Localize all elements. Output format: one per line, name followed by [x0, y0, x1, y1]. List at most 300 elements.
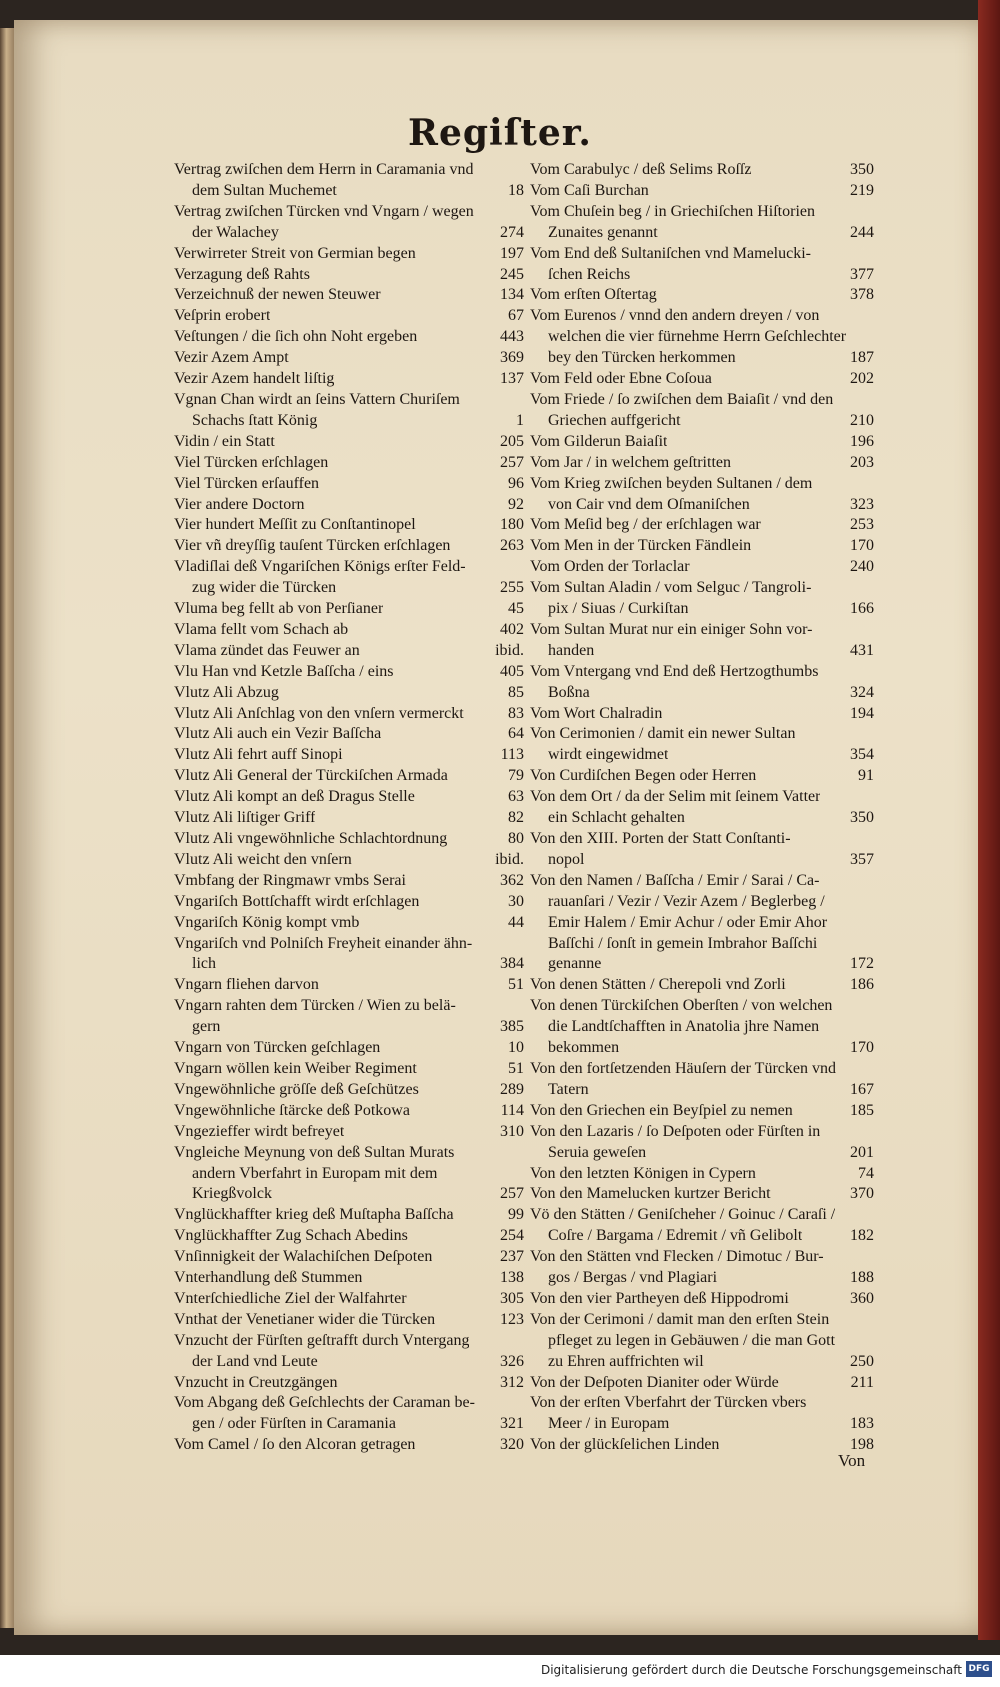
entry-page-number: 377 — [850, 265, 874, 283]
entry-page-number: 305 — [500, 1289, 524, 1307]
index-entry — [530, 1164, 874, 1185]
entry-page-number: 45 — [508, 600, 524, 618]
index-entry — [174, 808, 524, 829]
entry-text: Von denen Türckiſchen Oberſten / von welchen — [530, 997, 833, 1015]
entry-page-number: 187 — [850, 349, 874, 367]
entry-page-number: 203 — [850, 453, 874, 471]
entry-page-number: 170 — [850, 1039, 874, 1057]
entry-text: gos / Bergas / vnd Plagiari — [548, 1269, 718, 1287]
index-entry — [530, 181, 874, 202]
footer-bar — [0, 1655, 1000, 1687]
index-entry — [174, 202, 524, 223]
entry-page-number: 289 — [500, 1080, 524, 1098]
entry-text: zug wider die Türcken — [192, 579, 337, 597]
entry-page-number: 99 — [508, 1206, 524, 1224]
entry-page-number: 138 — [500, 1269, 524, 1287]
index-entry — [530, 1331, 874, 1352]
entry-page-number: 114 — [500, 1101, 524, 1119]
index-entry — [174, 1184, 524, 1205]
index-entry — [174, 954, 524, 975]
index-entry — [530, 662, 874, 683]
index-entry — [174, 1164, 524, 1185]
index-entry — [174, 1247, 524, 1268]
entry-page-number: 254 — [500, 1227, 524, 1245]
entry-text: Vlutz Ali fehrt auff Sinopi — [174, 746, 343, 764]
index-entry — [530, 432, 874, 453]
entry-page-number: 201 — [850, 1143, 874, 1161]
entry-text: Vezir Azem handelt liſtig — [174, 370, 335, 388]
entry-text: Vngewöhnliche gröſſe deß Geſchützes — [174, 1080, 419, 1098]
entry-page-number: 405 — [500, 662, 524, 680]
entry-page-number: 431 — [850, 641, 874, 659]
index-entry — [174, 1059, 524, 1080]
entry-text: Vö den Stätten / Geniſcheher / Goinuc / Caraſi / — [530, 1206, 836, 1224]
index-entry — [174, 704, 524, 725]
index-entry — [530, 975, 874, 996]
entry-page-number: 320 — [500, 1436, 524, 1454]
entry-text: Vertrag zwiſchen Türcken vnd Vngarn / wegen — [174, 202, 474, 220]
index-entry — [530, 1435, 874, 1456]
entry-text: Kriegßvolck — [192, 1185, 272, 1203]
entry-page-number: 253 — [850, 516, 874, 534]
entry-page-number: 205 — [500, 432, 524, 450]
entry-text: Vertrag zwiſchen dem Herrn in Caramania vnd — [174, 161, 474, 178]
entry-text: Seruia geweſen — [548, 1143, 647, 1161]
index-entry — [174, 557, 524, 578]
entry-text: welchen die vier fürnehme Herrn Geſchlechter — [548, 328, 847, 346]
index-entry — [530, 411, 874, 432]
entry-text: Vngezieffer wirdt befreyet — [174, 1122, 345, 1140]
page-title: Regiſter. — [408, 112, 592, 154]
index-entry — [530, 202, 874, 223]
entry-page-number: 370 — [850, 1185, 874, 1203]
entry-page-number: 257 — [500, 453, 524, 471]
entry-text: Coſre / Bargama / Edremit / vñ Gelibolt — [548, 1227, 803, 1245]
entry-text: Von der Deſpoten Dianiter oder Würde — [530, 1373, 779, 1391]
entry-text: Vngewöhnliche ſtärcke deß Potkowa — [174, 1101, 410, 1119]
entry-page-number: 113 — [500, 746, 524, 764]
index-entry — [174, 1289, 524, 1310]
entry-text: Vom Caſi Burchan — [530, 181, 649, 199]
entry-text: pix / Siuas / Curkiſtan — [548, 600, 689, 618]
index-entry — [530, 1059, 874, 1080]
entry-page-number: 402 — [500, 620, 524, 638]
index-entry — [174, 1101, 524, 1122]
entry-text: Viel Türcken erſchlagen — [174, 453, 329, 471]
index-entry — [174, 1414, 524, 1435]
index-entry — [530, 223, 874, 244]
binding-strip — [978, 0, 1000, 1640]
entry-page-number: 362 — [500, 871, 524, 889]
entry-text: Vnzucht der Fürſten geſtrafft durch Vntergang — [174, 1331, 470, 1349]
entry-text: Von der erſten Vberfahrt der Türcken vbers — [530, 1394, 807, 1412]
index-entry — [174, 327, 524, 348]
entry-page-number: 85 — [508, 683, 524, 701]
entry-page-number: 183 — [850, 1415, 874, 1433]
index-entry — [174, 1226, 524, 1247]
entry-text: Von der Cerimoni / damit man den erſten Stein — [530, 1310, 830, 1328]
entry-text: Vom Camel / ſo den Alcoran getragen — [174, 1436, 416, 1454]
entry-text: ſchen Reichs — [548, 265, 631, 283]
index-entry — [530, 369, 874, 390]
index-entry — [174, 265, 524, 286]
index-entry — [530, 704, 874, 725]
entry-text: Schachs ſtatt König — [192, 411, 318, 429]
index-entry — [530, 1393, 874, 1414]
entry-text: der Land vnd Leute — [192, 1352, 318, 1370]
entry-text: Vngarn von Türcken geſchlagen — [174, 1039, 381, 1057]
index-entry — [530, 578, 874, 599]
entry-text: Vnterhandlung deß Stummen — [174, 1269, 363, 1287]
entry-page-number: 63 — [508, 788, 524, 806]
entry-text: bey den Türcken herkommen — [548, 349, 736, 367]
index-entry — [174, 599, 524, 620]
index-entry — [174, 766, 524, 787]
entry-text: Vlutz Ali liſtiger Griff — [174, 809, 316, 827]
index-entry — [174, 620, 524, 641]
entry-text: Vnſinnigkeit der Walachiſchen Deſpoten — [174, 1248, 433, 1266]
entry-text: Von dem Ort / da der Selim mit ſeinem Vatter — [530, 788, 821, 806]
right-index-column — [530, 160, 874, 1456]
entry-text: Vom Men in der Türcken Fändlein — [530, 537, 752, 555]
index-entry — [174, 474, 524, 495]
index-entry — [174, 181, 524, 202]
entry-text: gern — [192, 1018, 221, 1036]
entry-text: Vom End deß Sultaniſchen vnd Mamelucki- — [530, 244, 811, 262]
entry-page-number: 18 — [508, 181, 524, 199]
entry-text: Vlutz Ali vngewöhnliche Schlachtordnung — [174, 830, 448, 847]
index-entry — [530, 285, 874, 306]
entry-page-number: 443 — [500, 328, 524, 346]
index-entry — [174, 724, 524, 745]
index-entry — [174, 160, 524, 181]
entry-text: Vlutz Ali Anſchlag von den vnſern vermerckt — [174, 704, 464, 722]
index-entry — [530, 495, 874, 516]
entry-text: Vom Chuſein beg / in Griechiſchen Hiſtorien — [530, 202, 815, 220]
entry-text: Vngariſch König kompt vmb — [174, 913, 360, 931]
index-entry — [174, 1017, 524, 1038]
index-entry — [530, 160, 874, 181]
entry-text: der Walachey — [192, 223, 279, 241]
entry-page-number: 263 — [500, 537, 524, 555]
entry-text: Tatern — [548, 1080, 589, 1098]
entry-page-number: 210 — [850, 411, 874, 429]
entry-text: Vom Vntergang vnd End deß Hertzogthumbs — [530, 662, 819, 680]
index-entry — [530, 1352, 874, 1373]
index-entry — [174, 1038, 524, 1059]
index-entry — [174, 745, 524, 766]
entry-text: Vom Eurenos / vnnd den andern dreyen / von — [530, 307, 820, 325]
index-entry — [174, 1373, 524, 1394]
index-entry — [530, 1143, 874, 1164]
entry-text: Vezir Azem Ampt — [174, 349, 289, 367]
index-entry — [530, 1373, 874, 1394]
entry-text: Von den letzten Königen in Cypern — [530, 1164, 756, 1182]
index-entry — [530, 787, 874, 808]
entry-text: andern Vberfahrt in Europam mit dem — [192, 1164, 438, 1182]
index-entry — [530, 1038, 874, 1059]
entry-text: Von denen Stätten / Cherepoli vnd Zorli — [530, 976, 786, 994]
index-entry — [530, 536, 874, 557]
entry-text: Meer / in Europam — [548, 1415, 670, 1433]
entry-text: Zunaites genannt — [548, 223, 658, 241]
index-entry — [530, 390, 874, 411]
entry-page-number: 385 — [500, 1018, 524, 1036]
entry-page-number: 185 — [850, 1101, 874, 1119]
entry-text: dem Sultan Muchemet — [192, 181, 337, 199]
entry-text: Veſprin erobert — [174, 307, 271, 325]
entry-page-number: 82 — [508, 809, 524, 827]
entry-page-number: 80 — [508, 830, 524, 847]
index-entry — [530, 453, 874, 474]
index-entry — [530, 1414, 874, 1435]
entry-text: Vidin / ein Statt — [174, 432, 275, 450]
index-entry — [174, 1080, 524, 1101]
entry-text: Vom Gilderun Baiaſit — [530, 432, 668, 450]
index-entry — [174, 1352, 524, 1373]
entry-text: Von Curdiſchen Begen oder Herren — [530, 767, 757, 785]
index-entry — [174, 683, 524, 704]
entry-text: Vom Carabulyc / deß Selims Roſſz — [530, 161, 752, 178]
entry-page-number: 360 — [850, 1289, 874, 1307]
entry-page-number: 30 — [508, 892, 524, 910]
entry-text: pfleget zu legen in Gebäuwen / die man Gott — [548, 1331, 836, 1349]
entry-page-number: ibid. — [495, 641, 524, 659]
entry-page-number: 310 — [500, 1122, 524, 1140]
index-entry — [530, 1205, 874, 1226]
entry-text: Von den Mamelucken kurtzer Bericht — [530, 1185, 771, 1203]
index-entry — [530, 1122, 874, 1143]
entry-page-number: 186 — [850, 976, 874, 994]
entry-text: Baſſchi / ſonſt in gemein Imbrahor Baſſchi — [548, 934, 818, 952]
entry-page-number: 324 — [850, 683, 874, 701]
entry-text: Vlama fellt vom Schach ab — [174, 620, 349, 638]
entry-text: Vom erſten Oſtertag — [530, 286, 657, 304]
index-entry — [530, 913, 874, 934]
entry-page-number: 321 — [500, 1415, 524, 1433]
entry-page-number: 245 — [500, 265, 524, 283]
entry-page-number: 1 — [516, 411, 524, 429]
entry-page-number: 170 — [850, 537, 874, 555]
entry-text: Vnglückhaffter Zug Schach Abedins — [174, 1227, 408, 1245]
dfg-logo-icon: DFG — [966, 1661, 992, 1677]
entry-page-number: 369 — [500, 349, 524, 367]
entry-text: Vom Orden der Torlaclar — [530, 558, 690, 576]
index-entry — [530, 1017, 874, 1038]
index-entry — [174, 871, 524, 892]
entry-text: Von der glückſelichen Linden — [530, 1436, 720, 1454]
index-entry — [174, 662, 524, 683]
entry-text: Vlutz Ali General der Türckiſchen Armada — [174, 767, 448, 785]
index-entry — [530, 620, 874, 641]
entry-text: Von den fortſetzenden Häuſern der Türcken vnd — [530, 1059, 836, 1077]
index-entry — [174, 411, 524, 432]
index-entry — [530, 871, 874, 892]
index-entry — [530, 829, 874, 850]
index-entry — [174, 787, 524, 808]
entry-text: Vngarn rahten dem Türcken / Wien zu belä- — [174, 997, 456, 1015]
entry-text: Vier hundert Meſſit zu Conſtantinopel — [174, 516, 416, 534]
index-entry — [530, 641, 874, 662]
entry-page-number: 74 — [858, 1164, 874, 1182]
index-entry — [174, 975, 524, 996]
index-entry — [174, 515, 524, 536]
index-entry — [530, 265, 874, 286]
index-entry — [530, 244, 874, 265]
index-entry — [530, 327, 874, 348]
index-entry — [174, 1122, 524, 1143]
index-entry — [530, 683, 874, 704]
index-entry — [174, 244, 524, 265]
index-entry — [530, 724, 874, 745]
index-entry — [174, 934, 524, 955]
index-entry — [530, 745, 874, 766]
entry-page-number: 384 — [500, 955, 524, 973]
entry-page-number: 196 — [850, 432, 874, 450]
index-entry — [530, 954, 874, 975]
entry-text: Vom Krieg zwiſchen beyden Sultanen / dem — [530, 474, 813, 492]
entry-page-number: 194 — [850, 704, 874, 722]
index-entry — [530, 1184, 874, 1205]
index-entry — [174, 369, 524, 390]
entry-page-number: 188 — [850, 1269, 874, 1287]
entry-text: Griechen auffgericht — [548, 411, 681, 429]
entry-page-number: 44 — [508, 913, 524, 931]
index-entry — [530, 1080, 874, 1101]
index-entry — [174, 1435, 524, 1456]
index-entry — [530, 348, 874, 369]
entry-text: Von Cerimonien / damit ein newer Sultan — [530, 725, 796, 743]
entry-text: Von den Griechen ein Beyſpiel zu nemen — [530, 1101, 793, 1119]
index-entry — [530, 892, 874, 913]
entry-text: Von den vier Partheyen deß Hippodromi — [530, 1289, 789, 1307]
index-entry — [530, 474, 874, 495]
entry-text: Von den Stätten vnd Flecken / Dimotuc / Bur- — [530, 1248, 824, 1266]
index-entry — [174, 432, 524, 453]
entry-text: Vnglückhaffter krieg deß Muſtapha Baſſcha — [174, 1206, 454, 1224]
entry-page-number: 202 — [850, 370, 874, 388]
index-entry — [530, 808, 874, 829]
index-entry — [530, 1101, 874, 1122]
index-entry — [530, 1268, 874, 1289]
index-entry — [174, 1143, 524, 1164]
entry-page-number: 257 — [500, 1185, 524, 1203]
entry-text: lich — [192, 955, 216, 973]
entry-page-number: 182 — [850, 1227, 874, 1245]
entry-text: bekommen — [548, 1039, 620, 1057]
index-entry — [530, 1289, 874, 1310]
index-entry — [174, 850, 524, 871]
entry-page-number: 350 — [850, 809, 874, 827]
entry-text: Vlutz Ali kompt an deß Dragus Stelle — [174, 788, 415, 806]
entry-text: Vier vñ dreyſſig tauſent Türcken erſchlagen — [174, 537, 451, 555]
index-entry — [174, 390, 524, 411]
entry-page-number: 10 — [508, 1039, 524, 1057]
entry-page-number: 211 — [850, 1373, 874, 1391]
entry-page-number: 255 — [500, 579, 524, 597]
entry-text: wirdt eingewidmet — [548, 746, 669, 764]
entry-text: Vom Feld oder Ebne Coſoua — [530, 370, 712, 388]
entry-text: Von den Namen / Baſſcha / Emir / Sarai / Ca- — [530, 871, 820, 889]
index-entry — [174, 536, 524, 557]
entry-text: Von den XIII. Porten der Statt Conſtanti- — [530, 830, 791, 847]
entry-text: die Landtſchafften in Anatolia jhre Namen — [548, 1018, 820, 1036]
index-entry — [530, 934, 874, 955]
index-entry — [530, 850, 874, 871]
footer-credit: Digitalisierung gefördert durch die Deutsche Forschungsgemeinschaft — [540, 1663, 962, 1677]
left-index-column — [174, 160, 524, 1456]
entry-text: zu Ehren auffrichten wil — [548, 1352, 704, 1370]
entry-text: Vlutz Ali auch ein Vezir Baſſcha — [174, 725, 382, 743]
entry-page-number: 197 — [500, 244, 524, 262]
entry-text: genanne — [548, 955, 602, 973]
entry-text: Vluma beg fellt ab von Perſianer — [174, 600, 384, 618]
entry-text: Vngarn wöllen kein Weiber Regiment — [174, 1059, 417, 1077]
index-entry — [174, 996, 524, 1017]
index-entry — [174, 1310, 524, 1331]
index-entry — [174, 1331, 524, 1352]
index-entry — [530, 557, 874, 578]
entry-page-number: 354 — [850, 746, 874, 764]
entry-page-number: 123 — [500, 1310, 524, 1328]
entry-text: nopol — [548, 850, 585, 868]
entry-page-number: 51 — [508, 976, 524, 994]
entry-page-number: 96 — [508, 474, 524, 492]
entry-text: Vlutz Ali Abzug — [174, 683, 279, 701]
entry-text: Vlama zündet das Feuwer an — [174, 641, 360, 659]
entry-page-number: 79 — [508, 767, 524, 785]
catchword: Von — [838, 1451, 866, 1470]
index-entry — [174, 641, 524, 662]
entry-text: Vmbfang der Ringmawr vmbs Serai — [174, 871, 406, 889]
entry-page-number: 326 — [500, 1352, 524, 1370]
index-entry — [174, 285, 524, 306]
entry-text: Vom Sultan Murat nur ein einiger Sohn vor- — [530, 620, 813, 638]
index-entry — [530, 599, 874, 620]
entry-text: Vom Meſid beg / der erſchlagen war — [530, 516, 761, 534]
entry-page-number: 237 — [500, 1248, 524, 1266]
index-entry — [530, 306, 874, 327]
entry-page-number: ibid. — [495, 850, 524, 868]
index-entry — [174, 1393, 524, 1414]
entry-text: Boßna — [548, 683, 590, 701]
entry-page-number: 378 — [850, 286, 874, 304]
entry-page-number: 91 — [858, 767, 874, 785]
entry-text: Verzeichnuß der newen Steuwer — [174, 286, 381, 304]
index-entry — [174, 348, 524, 369]
entry-page-number: 350 — [850, 161, 874, 178]
entry-page-number: 250 — [850, 1352, 874, 1370]
entry-page-number: 357 — [850, 850, 874, 868]
entry-text: gen / oder Fürſten in Caramania — [192, 1415, 396, 1433]
index-entry — [530, 1247, 874, 1268]
entry-page-number: 64 — [508, 725, 524, 743]
entry-text: von Cair vnd dem Oſmaniſchen — [548, 495, 750, 513]
entry-text: Vier andere Doctorn — [174, 495, 305, 513]
entry-text: Vnterſchiedliche Ziel der Walfahrter — [174, 1289, 407, 1307]
entry-text: rauanſari / Vezir / Vezir Azem / Beglerbeg / — [548, 892, 825, 910]
index-entry — [174, 829, 524, 850]
entry-page-number: 167 — [850, 1080, 874, 1098]
entry-text: Veſtungen / die ſich ohn Noht ergeben — [174, 328, 418, 346]
entry-text: Vom Sultan Aladin / vom Selguc / Tangroli- — [530, 579, 812, 597]
entry-text: handen — [548, 641, 595, 659]
entry-page-number: 172 — [850, 955, 874, 973]
entry-page-number: 67 — [508, 307, 524, 325]
entry-page-number: 274 — [500, 223, 524, 241]
index-entry — [530, 766, 874, 787]
entry-text: Verzagung deß Rahts — [174, 265, 310, 283]
